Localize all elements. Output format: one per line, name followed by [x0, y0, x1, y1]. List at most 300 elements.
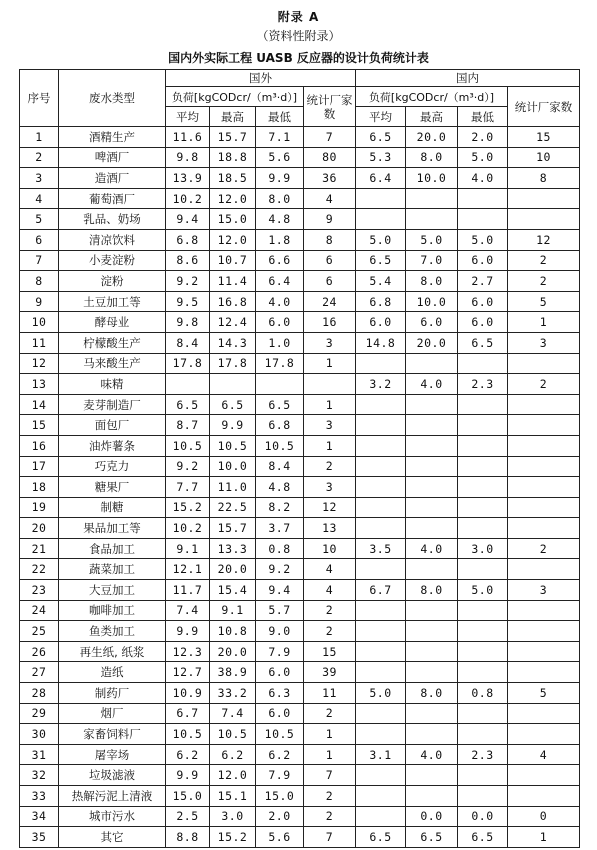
- cell-foreign-min: 7.1: [256, 127, 304, 148]
- cell-domestic-max: [406, 209, 458, 230]
- cell-domestic-min: [458, 662, 508, 683]
- cell-foreign-avg: 9.2: [166, 271, 210, 292]
- cell-domestic-max: 20.0: [406, 332, 458, 353]
- cell-foreign-max: 22.5: [210, 497, 256, 518]
- header-seq: 序号: [20, 70, 59, 127]
- cell-domestic-avg: [356, 765, 406, 786]
- cell-domestic-avg: [356, 806, 406, 827]
- cell-seq: 1: [20, 127, 59, 148]
- cell-foreign-count: 3: [304, 332, 356, 353]
- cell-wastewater-type: 糖果厂: [59, 477, 166, 498]
- cell-foreign-max: 6.2: [210, 744, 256, 765]
- cell-foreign-avg: 6.2: [166, 744, 210, 765]
- cell-domestic-avg: 3.1: [356, 744, 406, 765]
- cell-domestic-min: [458, 497, 508, 518]
- cell-seq: 31: [20, 744, 59, 765]
- cell-domestic-max: [406, 724, 458, 745]
- cell-domestic-count: 8: [508, 168, 580, 189]
- cell-domestic-count: [508, 786, 580, 807]
- cell-foreign-max: 10.5: [210, 435, 256, 456]
- cell-domestic-max: [406, 641, 458, 662]
- cell-foreign-max: 10.0: [210, 456, 256, 477]
- cell-seq: 27: [20, 662, 59, 683]
- cell-domestic-avg: 6.7: [356, 580, 406, 601]
- cell-seq: 9: [20, 291, 59, 312]
- cell-domestic-max: [406, 188, 458, 209]
- cell-foreign-min: 0.8: [256, 538, 304, 559]
- cell-foreign-min: 17.8: [256, 353, 304, 374]
- cell-foreign-min: 10.5: [256, 724, 304, 745]
- header-domestic-load: 负荷[kgCODcr/（m³·d）]: [356, 87, 508, 107]
- table-row: [20, 518, 580, 539]
- cell-domestic-avg: [356, 209, 406, 230]
- cell-wastewater-type: 清凉饮料: [59, 229, 166, 250]
- cell-domestic-max: [406, 559, 458, 580]
- cell-foreign-avg: 6.8: [166, 229, 210, 250]
- cell-foreign-max: 15.0: [210, 209, 256, 230]
- cell-foreign-avg: 9.9: [166, 621, 210, 642]
- table-row: [20, 497, 580, 518]
- cell-foreign-min: 4.0: [256, 291, 304, 312]
- cell-foreign-count: 1: [304, 353, 356, 374]
- cell-domestic-min: 0.0: [458, 806, 508, 827]
- cell-foreign-min: 1.0: [256, 332, 304, 353]
- cell-foreign-avg: 9.9: [166, 765, 210, 786]
- cell-domestic-count: [508, 621, 580, 642]
- cell-foreign-max: 14.3: [210, 332, 256, 353]
- cell-foreign-avg: 8.7: [166, 415, 210, 436]
- cell-seq: 20: [20, 518, 59, 539]
- cell-foreign-count: 2: [304, 806, 356, 827]
- cell-seq: 29: [20, 703, 59, 724]
- cell-foreign-max: 15.1: [210, 786, 256, 807]
- cell-foreign-min: 3.7: [256, 518, 304, 539]
- cell-foreign-min: [256, 374, 304, 395]
- cell-foreign-avg: 8.8: [166, 827, 210, 848]
- cell-domestic-max: 20.0: [406, 127, 458, 148]
- cell-domestic-count: [508, 765, 580, 786]
- cell-wastewater-type: 其它: [59, 827, 166, 848]
- header-domestic: 国内: [356, 70, 580, 87]
- cell-foreign-min: 9.2: [256, 559, 304, 580]
- cell-domestic-avg: 5.0: [356, 683, 406, 704]
- cell-foreign-count: 39: [304, 662, 356, 683]
- cell-foreign-min: 5.6: [256, 827, 304, 848]
- cell-foreign-count: 15: [304, 641, 356, 662]
- table-row: [20, 312, 580, 333]
- cell-domestic-avg: [356, 415, 406, 436]
- cell-domestic-min: 6.0: [458, 250, 508, 271]
- cell-domestic-max: 4.0: [406, 744, 458, 765]
- cell-wastewater-type: 面包厂: [59, 415, 166, 436]
- cell-domestic-count: [508, 724, 580, 745]
- table-row: [20, 291, 580, 312]
- cell-foreign-min: 6.6: [256, 250, 304, 271]
- cell-seq: 2: [20, 147, 59, 168]
- cell-seq: 23: [20, 580, 59, 601]
- cell-domestic-max: 4.0: [406, 538, 458, 559]
- cell-foreign-max: 15.7: [210, 518, 256, 539]
- cell-domestic-count: [508, 415, 580, 436]
- cell-seq: 22: [20, 559, 59, 580]
- cell-domestic-avg: 3.5: [356, 538, 406, 559]
- table-row: [20, 188, 580, 209]
- cell-domestic-max: [406, 415, 458, 436]
- cell-domestic-count: 2: [508, 250, 580, 271]
- cell-wastewater-type: 制药厂: [59, 683, 166, 704]
- cell-foreign-avg: 11.7: [166, 580, 210, 601]
- cell-foreign-avg: 12.7: [166, 662, 210, 683]
- cell-domestic-count: [508, 559, 580, 580]
- cell-foreign-avg: 9.8: [166, 312, 210, 333]
- table-row: [20, 394, 580, 415]
- cell-domestic-min: [458, 415, 508, 436]
- cell-seq: 10: [20, 312, 59, 333]
- cell-foreign-avg: 2.5: [166, 806, 210, 827]
- cell-foreign-count: 2: [304, 621, 356, 642]
- cell-domestic-min: 5.0: [458, 147, 508, 168]
- cell-foreign-avg: 9.8: [166, 147, 210, 168]
- cell-domestic-max: [406, 703, 458, 724]
- cell-domestic-avg: [356, 703, 406, 724]
- cell-domestic-min: 2.3: [458, 374, 508, 395]
- cell-domestic-min: [458, 703, 508, 724]
- table-row: [20, 827, 580, 848]
- cell-foreign-count: 80: [304, 147, 356, 168]
- header-foreign-count: 统计厂家数: [304, 87, 356, 127]
- cell-domestic-min: 3.0: [458, 538, 508, 559]
- cell-foreign-max: 10.7: [210, 250, 256, 271]
- cell-foreign-avg: 8.4: [166, 332, 210, 353]
- cell-domestic-min: [458, 621, 508, 642]
- cell-foreign-count: 9: [304, 209, 356, 230]
- cell-foreign-avg: 17.8: [166, 353, 210, 374]
- cell-wastewater-type: 热解污泥上清液: [59, 786, 166, 807]
- cell-wastewater-type: 土豆加工等: [59, 291, 166, 312]
- table-title: 国内外实际工程 UASB 反应器的设计负荷统计表: [168, 51, 429, 65]
- cell-domestic-max: 8.0: [406, 683, 458, 704]
- cell-wastewater-type: 食品加工: [59, 538, 166, 559]
- cell-wastewater-type: 葡萄酒厂: [59, 188, 166, 209]
- cell-domestic-max: [406, 394, 458, 415]
- cell-foreign-min: 4.8: [256, 477, 304, 498]
- cell-foreign-count: 1: [304, 435, 356, 456]
- cell-domestic-max: 8.0: [406, 271, 458, 292]
- table-row: [20, 703, 580, 724]
- cell-seq: 13: [20, 374, 59, 395]
- cell-domestic-max: [406, 621, 458, 642]
- table-row: [20, 435, 580, 456]
- cell-domestic-avg: [356, 394, 406, 415]
- table-row: [20, 538, 580, 559]
- cell-domestic-avg: 3.2: [356, 374, 406, 395]
- cell-domestic-count: [508, 518, 580, 539]
- header-foreign-min: 最低: [256, 107, 304, 127]
- cell-domestic-min: [458, 188, 508, 209]
- table-row: [20, 559, 580, 580]
- table-row: [20, 250, 580, 271]
- cell-wastewater-type: 柠檬酸生产: [59, 332, 166, 353]
- table-row: [20, 353, 580, 374]
- cell-seq: 8: [20, 271, 59, 292]
- cell-seq: 5: [20, 209, 59, 230]
- cell-foreign-avg: 10.2: [166, 188, 210, 209]
- cell-foreign-avg: 11.6: [166, 127, 210, 148]
- table-row: [20, 621, 580, 642]
- cell-domestic-min: [458, 518, 508, 539]
- cell-domestic-max: [406, 600, 458, 621]
- cell-domestic-max: [406, 477, 458, 498]
- cell-domestic-count: [508, 641, 580, 662]
- cell-foreign-avg: 9.2: [166, 456, 210, 477]
- cell-domestic-avg: 6.0: [356, 312, 406, 333]
- cell-domestic-max: 10.0: [406, 291, 458, 312]
- cell-foreign-max: 12.4: [210, 312, 256, 333]
- cell-seq: 18: [20, 477, 59, 498]
- cell-foreign-min: 5.7: [256, 600, 304, 621]
- cell-seq: 24: [20, 600, 59, 621]
- cell-foreign-max: 17.8: [210, 353, 256, 374]
- cell-foreign-count: 4: [304, 559, 356, 580]
- cell-domestic-min: 6.0: [458, 312, 508, 333]
- cell-foreign-count: 16: [304, 312, 356, 333]
- cell-foreign-count: 36: [304, 168, 356, 189]
- cell-seq: 12: [20, 353, 59, 374]
- cell-domestic-avg: 14.8: [356, 332, 406, 353]
- cell-foreign-max: 3.0: [210, 806, 256, 827]
- cell-domestic-count: [508, 188, 580, 209]
- cell-wastewater-type: 酒精生产: [59, 127, 166, 148]
- header-type: 废水类型: [59, 70, 166, 127]
- cell-domestic-count: 2: [508, 374, 580, 395]
- cell-wastewater-type: 屠宰场: [59, 744, 166, 765]
- cell-foreign-avg: 13.9: [166, 168, 210, 189]
- cell-foreign-max: 18.5: [210, 168, 256, 189]
- appendix-heading: 附录 A: [277, 10, 320, 24]
- cell-domestic-avg: 5.0: [356, 229, 406, 250]
- cell-domestic-count: [508, 477, 580, 498]
- cell-foreign-count: 8: [304, 229, 356, 250]
- cell-wastewater-type: 蔬菜加工: [59, 559, 166, 580]
- cell-foreign-count: 7: [304, 127, 356, 148]
- table-body: [20, 127, 580, 848]
- cell-foreign-max: [210, 374, 256, 395]
- cell-foreign-max: 10.8: [210, 621, 256, 642]
- cell-domestic-avg: [356, 477, 406, 498]
- cell-domestic-max: [406, 786, 458, 807]
- cell-foreign-count: 13: [304, 518, 356, 539]
- cell-domestic-avg: [356, 435, 406, 456]
- cell-seq: 16: [20, 435, 59, 456]
- cell-wastewater-type: 酵母业: [59, 312, 166, 333]
- cell-seq: 7: [20, 250, 59, 271]
- table-row: [20, 724, 580, 745]
- cell-foreign-avg: 10.5: [166, 724, 210, 745]
- cell-seq: 33: [20, 786, 59, 807]
- cell-domestic-count: 5: [508, 683, 580, 704]
- cell-seq: 6: [20, 229, 59, 250]
- cell-domestic-count: [508, 662, 580, 683]
- cell-domestic-count: [508, 600, 580, 621]
- header-foreign: 国外: [166, 70, 356, 87]
- cell-domestic-min: 5.0: [458, 580, 508, 601]
- cell-wastewater-type: 垃圾滤液: [59, 765, 166, 786]
- cell-foreign-min: 6.0: [256, 312, 304, 333]
- table-row: [20, 786, 580, 807]
- table-row: [20, 477, 580, 498]
- cell-domestic-avg: [356, 662, 406, 683]
- cell-domestic-max: 6.5: [406, 827, 458, 848]
- cell-domestic-avg: [356, 786, 406, 807]
- cell-domestic-min: 5.0: [458, 229, 508, 250]
- cell-domestic-max: [406, 518, 458, 539]
- table-row: [20, 456, 580, 477]
- cell-domestic-min: 0.8: [458, 683, 508, 704]
- cell-foreign-min: 8.0: [256, 188, 304, 209]
- cell-domestic-avg: [356, 353, 406, 374]
- cell-foreign-min: 15.0: [256, 786, 304, 807]
- cell-domestic-min: [458, 353, 508, 374]
- cell-foreign-min: 4.8: [256, 209, 304, 230]
- cell-foreign-max: 9.9: [210, 415, 256, 436]
- cell-domestic-count: 4: [508, 744, 580, 765]
- cell-domestic-min: 6.5: [458, 332, 508, 353]
- cell-foreign-count: 6: [304, 271, 356, 292]
- table-row: [20, 744, 580, 765]
- cell-domestic-avg: [356, 621, 406, 642]
- cell-domestic-min: 6.0: [458, 291, 508, 312]
- cell-domestic-avg: 5.3: [356, 147, 406, 168]
- cell-foreign-count: 24: [304, 291, 356, 312]
- cell-domestic-count: 10: [508, 147, 580, 168]
- cell-domestic-avg: 6.4: [356, 168, 406, 189]
- cell-foreign-max: 38.9: [210, 662, 256, 683]
- cell-foreign-min: 7.9: [256, 641, 304, 662]
- table-row: [20, 168, 580, 189]
- cell-foreign-avg: 12.1: [166, 559, 210, 580]
- cell-foreign-count: 11: [304, 683, 356, 704]
- cell-foreign-max: 20.0: [210, 559, 256, 580]
- cell-foreign-min: 8.2: [256, 497, 304, 518]
- cell-foreign-avg: 8.6: [166, 250, 210, 271]
- cell-foreign-min: 10.5: [256, 435, 304, 456]
- cell-domestic-count: 1: [508, 312, 580, 333]
- cell-domestic-count: 15: [508, 127, 580, 148]
- cell-foreign-avg: 6.7: [166, 703, 210, 724]
- cell-domestic-min: [458, 456, 508, 477]
- cell-seq: 11: [20, 332, 59, 353]
- cell-domestic-avg: [356, 518, 406, 539]
- cell-domestic-max: 5.0: [406, 229, 458, 250]
- cell-wastewater-type: 小麦淀粉: [59, 250, 166, 271]
- header-domestic-min: 最低: [458, 107, 508, 127]
- cell-domestic-max: [406, 662, 458, 683]
- cell-domestic-avg: [356, 641, 406, 662]
- cell-foreign-avg: 15.0: [166, 786, 210, 807]
- cell-domestic-avg: 5.4: [356, 271, 406, 292]
- cell-domestic-min: [458, 435, 508, 456]
- cell-domestic-max: 10.0: [406, 168, 458, 189]
- cell-domestic-count: [508, 456, 580, 477]
- cell-foreign-count: 3: [304, 415, 356, 436]
- cell-wastewater-type: 大豆加工: [59, 580, 166, 601]
- cell-foreign-count: 2: [304, 456, 356, 477]
- cell-domestic-avg: [356, 456, 406, 477]
- cell-wastewater-type: 制糖: [59, 497, 166, 518]
- cell-wastewater-type: 麦芽制造厂: [59, 394, 166, 415]
- cell-domestic-avg: [356, 497, 406, 518]
- cell-foreign-avg: 12.3: [166, 641, 210, 662]
- cell-wastewater-type: 淀粉: [59, 271, 166, 292]
- cell-foreign-max: 15.2: [210, 827, 256, 848]
- cell-foreign-min: 6.4: [256, 271, 304, 292]
- table-row: [20, 229, 580, 250]
- cell-wastewater-type: 果品加工等: [59, 518, 166, 539]
- cell-domestic-min: 2.7: [458, 271, 508, 292]
- cell-domestic-count: 3: [508, 580, 580, 601]
- cell-foreign-min: 9.9: [256, 168, 304, 189]
- cell-wastewater-type: 巧克力: [59, 456, 166, 477]
- cell-foreign-min: 6.8: [256, 415, 304, 436]
- cell-domestic-count: 5: [508, 291, 580, 312]
- cell-domestic-avg: 6.5: [356, 250, 406, 271]
- cell-domestic-max: 8.0: [406, 580, 458, 601]
- cell-foreign-avg: 7.7: [166, 477, 210, 498]
- cell-domestic-min: 2.3: [458, 744, 508, 765]
- cell-seq: 32: [20, 765, 59, 786]
- cell-foreign-count: 4: [304, 580, 356, 601]
- cell-domestic-avg: [356, 724, 406, 745]
- cell-domestic-max: [406, 353, 458, 374]
- cell-wastewater-type: 咖啡加工: [59, 600, 166, 621]
- cell-wastewater-type: 造酒厂: [59, 168, 166, 189]
- header-foreign-max: 最高: [210, 107, 256, 127]
- table-row: [20, 683, 580, 704]
- table-row: [20, 415, 580, 436]
- table-row: [20, 374, 580, 395]
- cell-domestic-count: [508, 394, 580, 415]
- header-foreign-avg: 平均: [166, 107, 210, 127]
- cell-domestic-avg: 6.5: [356, 127, 406, 148]
- cell-foreign-min: 2.0: [256, 806, 304, 827]
- cell-foreign-max: 15.4: [210, 580, 256, 601]
- cell-foreign-avg: 7.4: [166, 600, 210, 621]
- design-load-table: [19, 69, 580, 848]
- table-row: [20, 147, 580, 168]
- cell-foreign-max: 11.0: [210, 477, 256, 498]
- cell-foreign-avg: 10.5: [166, 435, 210, 456]
- cell-domestic-avg: [356, 559, 406, 580]
- cell-seq: 19: [20, 497, 59, 518]
- cell-domestic-max: [406, 497, 458, 518]
- cell-seq: 21: [20, 538, 59, 559]
- cell-foreign-avg: 10.2: [166, 518, 210, 539]
- table-row: [20, 271, 580, 292]
- cell-domestic-max: 7.0: [406, 250, 458, 271]
- cell-domestic-count: [508, 209, 580, 230]
- cell-seq: 35: [20, 827, 59, 848]
- cell-foreign-min: 6.5: [256, 394, 304, 415]
- cell-domestic-max: 0.0: [406, 806, 458, 827]
- table-row: [20, 765, 580, 786]
- header-domestic-count: 统计厂家数: [508, 87, 580, 127]
- table-row: [20, 806, 580, 827]
- cell-domestic-min: [458, 786, 508, 807]
- cell-seq: 15: [20, 415, 59, 436]
- cell-domestic-min: 2.0: [458, 127, 508, 148]
- table-row: [20, 209, 580, 230]
- cell-foreign-count: 1: [304, 744, 356, 765]
